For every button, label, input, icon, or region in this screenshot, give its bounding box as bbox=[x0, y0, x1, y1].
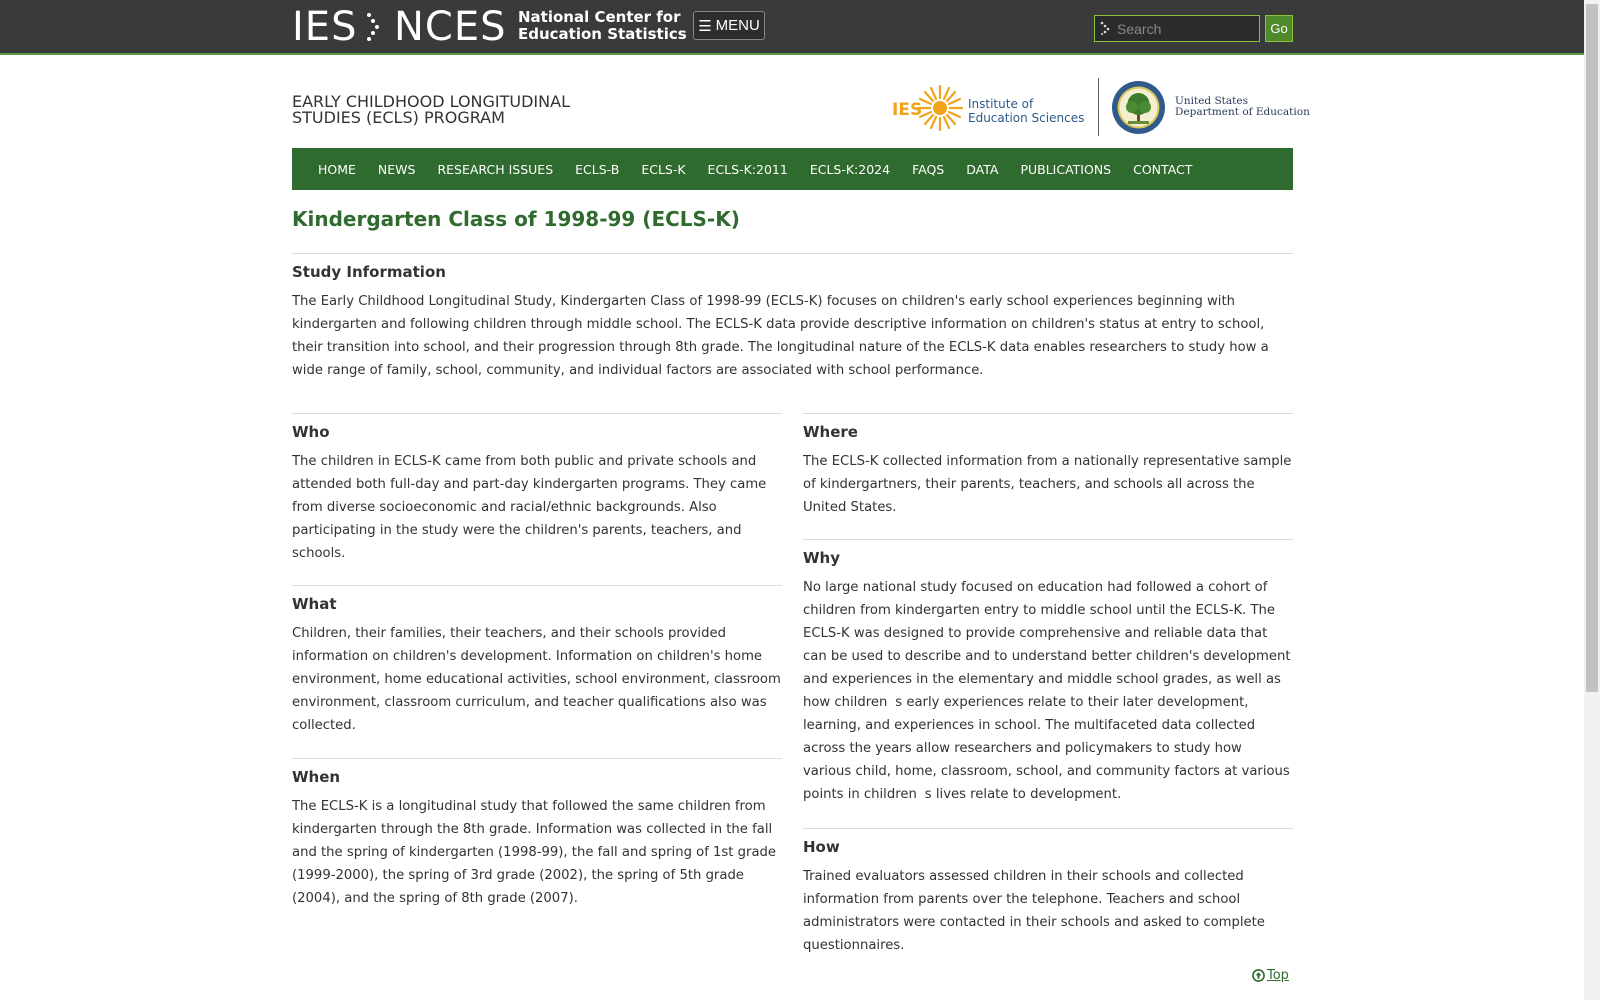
main-navigation bbox=[292, 148, 1293, 190]
divider bbox=[803, 539, 1293, 540]
what-text: Children, their families, their teachers, and their schools provided information on children's development. Information on children's home environment, home educational activities, school environment, classroom environment, classroom curriculum, and teacher qualifications also was collected. bbox=[292, 626, 781, 733]
scrollbar-thumb[interactable] bbox=[1586, 4, 1598, 692]
back-to-top-link[interactable] bbox=[1252, 968, 1289, 983]
logo-divider bbox=[1098, 78, 1099, 136]
nav-item-ecls-k-2011[interactable]: ECLS-K:2011 bbox=[707, 161, 788, 177]
what-heading: What bbox=[292, 595, 337, 613]
divider bbox=[803, 413, 1293, 414]
why-text: No large national study focused on education had followed a cohort of children from kindergarten entry to middle school until the ECLS-K. The ECLS-K was designed to provide comprehensive and reliable data that can be used to describe and to understand better children's development and experiences in the elementary and middle school grades, as well as how childrens early experiences relate to their later development, learning, and experiences in school. The multifaceted data collected across the years allow researchers and policymakers to study how various child, home, classroom, school, and community factors at various points in childrens lives relate to development. bbox=[803, 580, 1291, 802]
who-text: The children in ECLS-K came from both public and private schools and attended both full-day and part-day kindergarten programs. They came from diverse socioeconomic and racial/ethnic backgrounds. Also participating in the study were the children's parents, teachers, and schools. bbox=[292, 454, 767, 561]
nces-full-name[interactable] bbox=[518, 9, 687, 43]
search-input[interactable] bbox=[1094, 15, 1260, 42]
spinner-icon bbox=[1099, 21, 1111, 35]
department-of-education-text[interactable] bbox=[1175, 96, 1310, 118]
nav-item-research-issues[interactable]: RESEARCH ISSUES bbox=[437, 161, 554, 177]
how-text: Trained evaluators assessed children in their schools and collected information from parents over the telephone. Teachers and school administrators were contacted in their schools and asked to complete questionnaires. bbox=[803, 869, 1265, 953]
page-title: Kindergarten Class of 1998-99 (ECLS-K) bbox=[292, 207, 740, 231]
who-heading: Who bbox=[292, 423, 330, 441]
site-topbar bbox=[0, 0, 1584, 55]
ed-line1: United States bbox=[1175, 95, 1248, 107]
program-title-line1: EARLY CHILDHOOD LONGITUDINAL bbox=[292, 92, 570, 111]
nav-item-contact[interactable]: CONTACT bbox=[1133, 161, 1193, 177]
nav-item-publications[interactable]: PUBLICATIONS bbox=[1020, 161, 1112, 177]
ies-brand-text[interactable]: IES bbox=[292, 4, 358, 50]
divider bbox=[803, 828, 1293, 829]
ies-logo-text: IES bbox=[892, 100, 923, 120]
search-go-button[interactable]: Go bbox=[1265, 15, 1293, 42]
nav-item-faqs[interactable]: FAQS bbox=[912, 161, 945, 177]
divider bbox=[292, 585, 782, 586]
divider bbox=[292, 253, 1293, 254]
study-info-text: The Early Childhood Longitudinal Study, Kindergarten Class of 1998-99 (ECLS-K) focuses on children's early school experiences beginning with kindergarten and following children through middle school. The ECLS-K data provide descriptive information on children's status at entry to school, their transition into school, and their progression through 8th grade. The longitudinal nature of the ECLS-K data enables researchers to study how a wide range of family, school, community, and individual factors are associated with school performance. bbox=[292, 294, 1269, 378]
where-text: The ECLS-K collected information from a nationally representative sample of kindergartners, their parents, teachers, and schools all across the United States. bbox=[803, 454, 1292, 515]
nav-item-home[interactable]: HOME bbox=[318, 161, 356, 177]
brand-full-line1: National Center for bbox=[518, 8, 681, 26]
where-heading: Where bbox=[803, 423, 858, 441]
divider bbox=[292, 413, 782, 414]
menu-button-label: MENU bbox=[715, 17, 760, 34]
back-to-top-label: Top bbox=[1267, 968, 1289, 983]
ies-logo-line2: Education Sciences bbox=[968, 111, 1085, 125]
hamburger-icon: ☰ bbox=[698, 17, 712, 35]
why-heading: Why bbox=[803, 549, 841, 567]
nav-item-ecls-k[interactable]: ECLS-K bbox=[641, 161, 686, 177]
when-heading: When bbox=[292, 768, 341, 786]
nav-item-data[interactable]: DATA bbox=[966, 161, 999, 177]
ies-logo[interactable] bbox=[892, 84, 1088, 134]
study-info-heading: Study Information bbox=[292, 263, 446, 281]
arrow-up-circle-icon bbox=[1252, 969, 1265, 982]
dots-separator-icon bbox=[366, 12, 380, 42]
program-title-line2: STUDIES (ECLS) PROGRAM bbox=[292, 108, 505, 127]
nav-item-news[interactable]: NEWS bbox=[377, 161, 416, 177]
nav-item-ecls-k-2024[interactable]: ECLS-K:2024 bbox=[809, 161, 891, 177]
brand-full-line2: Education Statistics bbox=[518, 25, 687, 43]
ed-line2: Department of Education bbox=[1175, 106, 1310, 118]
how-heading: How bbox=[803, 838, 840, 856]
page-scrollbar[interactable] bbox=[1584, 0, 1600, 1000]
ies-logo-line1: Institute of bbox=[968, 97, 1034, 111]
divider bbox=[292, 758, 782, 759]
program-title[interactable] bbox=[292, 94, 632, 126]
sun-icon bbox=[918, 86, 962, 130]
nces-brand-text[interactable]: NCES bbox=[394, 4, 507, 50]
department-seal-icon[interactable] bbox=[1111, 80, 1166, 135]
when-text: The ECLS-K is a longitudinal study that followed the same children from kindergarten through the 8th grade. Information was collected in the fall and the spring of kindergarten (1998-99), the fall and spring of 1st grade (1999-2000), the spring of 3rd grade (2002), the spring of 5th grade (2004), and the spring of 8th grade (2007). bbox=[292, 799, 777, 906]
nav-item-ecls-b[interactable]: ECLS-B bbox=[575, 161, 620, 177]
menu-button[interactable] bbox=[693, 11, 765, 40]
